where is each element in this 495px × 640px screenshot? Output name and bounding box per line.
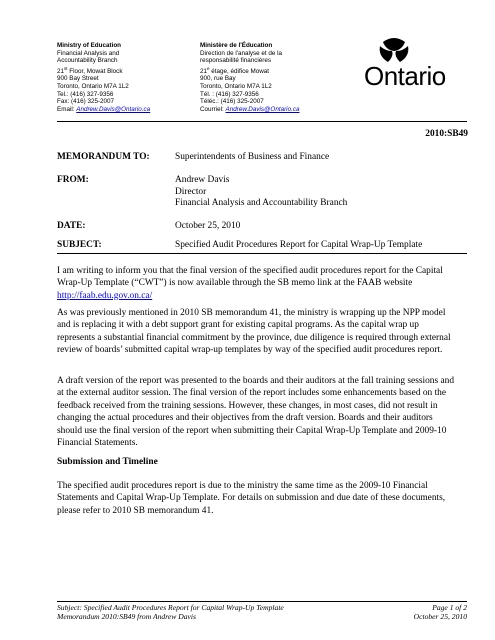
footer-memo-ref: Memorandum 2010:SB49 from Andrew Davis (57, 612, 196, 622)
date-value: October 25, 2010 (175, 221, 241, 231)
header-french-address (200, 42, 345, 113)
footer-left (57, 603, 284, 622)
city-fr: Toronto, Ontario M7A 1L2 (200, 83, 272, 91)
to-label: MEMORANDUM TO: (57, 152, 150, 162)
street-fr: 900, rue Bay (200, 75, 236, 83)
paragraph-submission: The specified audit procedures report is due to the ministry the same time as the 2009-10 Financial Statements and Capital Wrap-Up Template. For details on submission and due date of these documents, please refer to 2010 SB memorandum 41. (57, 481, 446, 516)
street-en: 900 Bay Street (57, 75, 99, 83)
from-title: Director (175, 186, 207, 197)
date-label: DATE: (57, 221, 86, 231)
from-name: Andrew Davis (175, 175, 230, 185)
subject-label: SUBJECT: (57, 240, 102, 250)
memo-number: 2010:SB49 (425, 129, 468, 139)
ontario-wordmark: Ontario (364, 61, 446, 91)
footer-subject: Subject: Specified Audit Procedures Report for Capital Wrap-Up Template (57, 603, 284, 612)
floor-line-en: 21st Floor, Mowat Block (57, 65, 123, 75)
branch-line2-en: Accountability Branch (57, 57, 118, 65)
city-en: Toronto, Ontario M7A 1L2 (57, 83, 129, 91)
from-branch: Financial Analysis and Accountability Branch (175, 198, 348, 209)
to-value: Superintendents of Business and Finance (175, 152, 330, 162)
fax-en: Fax: (416) 325-2007 (57, 98, 115, 106)
paragraph-intro: I am writing to inform you that the final version of the specified audit procedures report for the Capital Wrap-Up Template (“CWT”) is now available through the SB memo link at the FAAB website http://faab.edu.gov.on.ca/ (57, 266, 443, 301)
ministry-name-fr: Ministère de l'Éducation (200, 42, 273, 49)
header-english-address (57, 42, 197, 113)
branch-line1-fr: Direction de l'analyse et de la (200, 49, 283, 57)
subject-rule (57, 253, 467, 254)
paragraph-draft-report: A draft version of the report was presented to the boards and their auditors at the fall training sessions and at the external auditor session. The final version of the report includes some enhancements based on the feedback received from the training sessions. However, these changes, in most cases, did not result in changing the actual procedures and their objectives from the draft version. Boards and their auditors should use the final version of the report when submitting their Capital Wrap-Up Template and 2009-10 Financial Statements. (57, 376, 455, 449)
email-link-fr[interactable]: Andrew.Davis@Ontario.ca (225, 105, 300, 113)
branch-line2-fr: responsabilité financières (200, 57, 272, 65)
page-number: Page 1 of 2 (432, 603, 467, 612)
email-link-en[interactable]: Andrew.Davis@Ontario.ca (76, 105, 151, 113)
footer-rule (57, 601, 467, 602)
floor-line-fr: 21e étage, édifice Mowat (200, 65, 270, 75)
subject-value: Specified Audit Procedures Report for Capital Wrap-Up Template (175, 240, 423, 250)
footer-right (380, 603, 467, 622)
header-rule (57, 121, 467, 122)
ministry-name-en: Ministry of Education (57, 42, 122, 49)
from-label: FROM: (57, 175, 89, 185)
tel-en: Tel.: (416) 327-9356 (57, 90, 114, 98)
email-line-fr: Courriel: Andrew.Davis@Ontario.ca (200, 105, 300, 113)
footer-date: October 25, 2010 (413, 612, 467, 622)
section-heading-submission: Submission and Timeline (57, 457, 158, 467)
paragraph-background: As was previously mentioned in 2010 SB memorandum 41, the ministry is wrapping up the NPP model and is replacing it with a debt support grant for existing capital programs. As the capital wrap up represents a substantial financial commitment by the province, due diligence is required through external review of boards’ submitted capital wrap-up templates by way of the specified audit procedures report. (57, 308, 451, 356)
fax-fr: Téléc.: (416) 325-2007 (200, 98, 264, 106)
branch-line1-en: Financial Analysis and (57, 49, 120, 57)
from-block (175, 175, 347, 210)
trillium-icon (378, 36, 410, 64)
ontario-logo (352, 36, 464, 92)
tel-fr: Tél. : (416) 327-9356 (200, 90, 259, 98)
email-line-en: Email: Andrew.Davis@Ontario.ca (57, 105, 151, 113)
faab-website-link[interactable]: http://faab.edu.gov.on.ca/ (57, 290, 153, 301)
